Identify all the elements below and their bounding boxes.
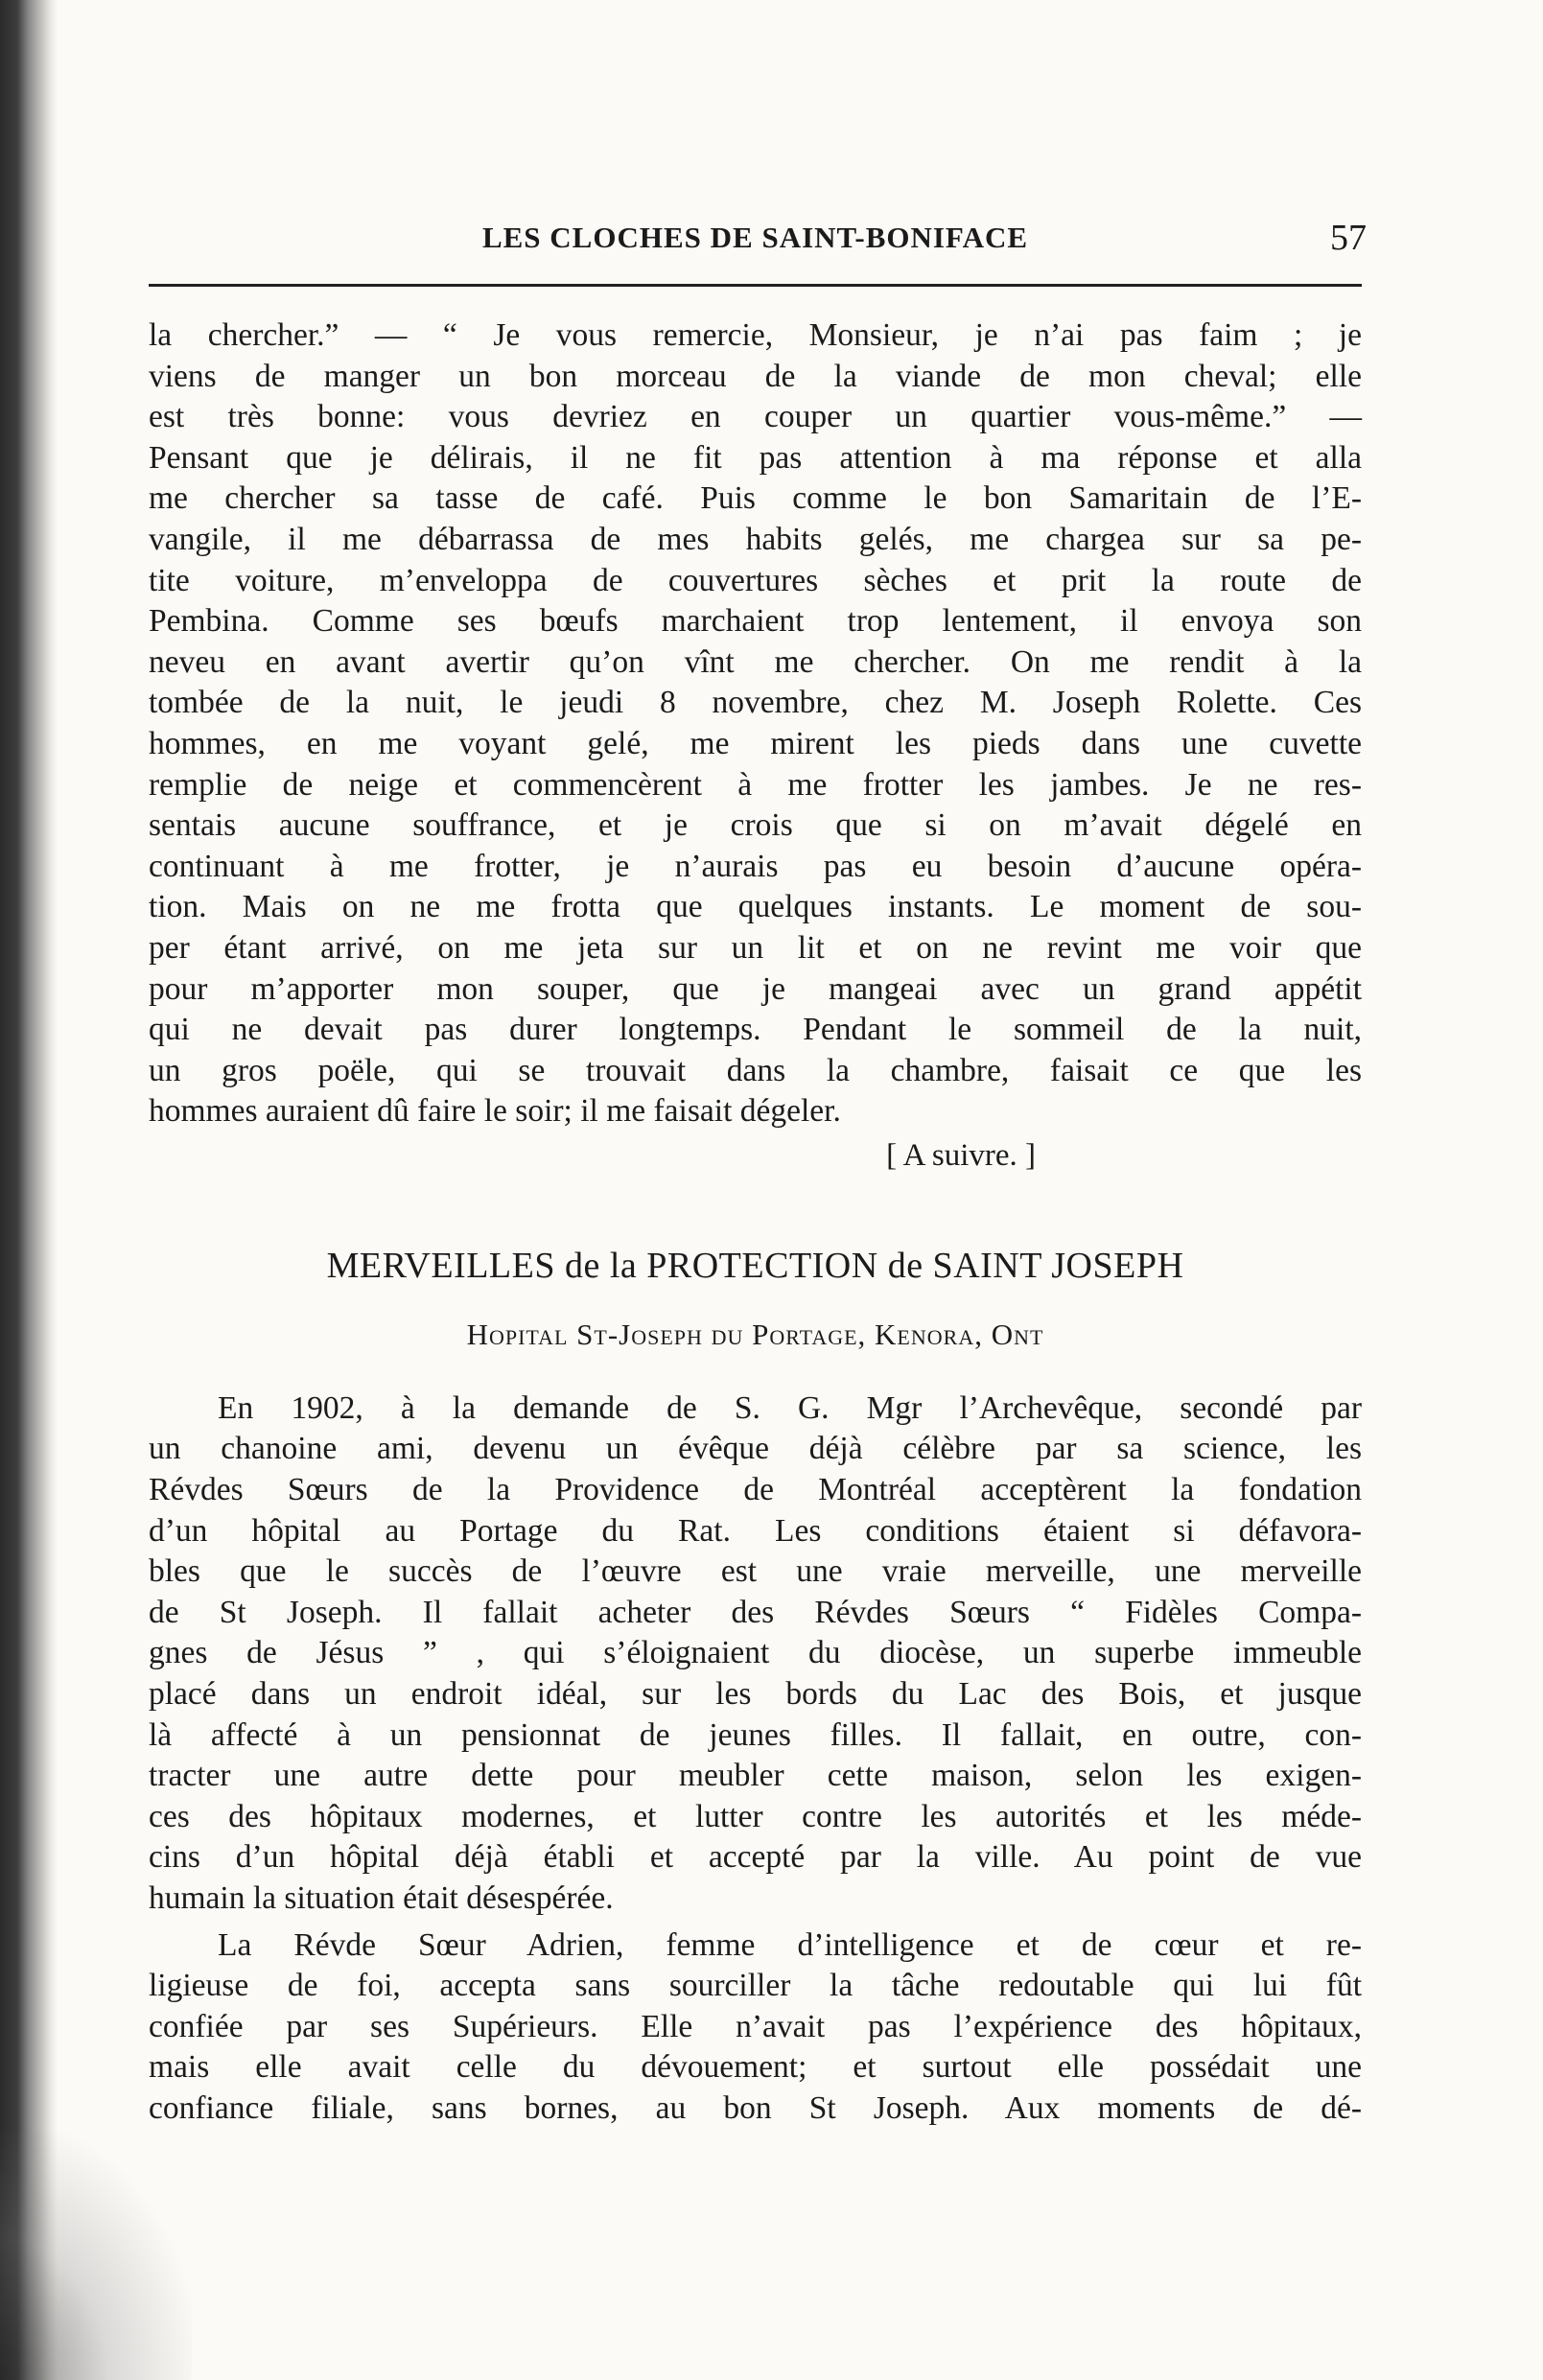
header-rule	[149, 284, 1362, 287]
text-line: de St Joseph. Il fallait acheter des Révdes Sœurs “ Fidèles Compa-	[149, 1594, 1362, 1630]
text-line: placé dans un endroit idéal, sur les bords du Lac des Bois, et jusque	[149, 1676, 1362, 1713]
text-line: tite voiture, m’enveloppa de couvertures sèches et prit la route de	[149, 562, 1362, 598]
text-line: Pensant que je délirais, il ne fit pas attention à ma réponse et alla	[149, 439, 1362, 476]
text-line: ligieuse de foi, accepta sans sourciller la tâche redoutable qui lui fût	[149, 1968, 1362, 2004]
text-line: un chanoine ami, devenu un évêque déjà célèbre par sa science, les	[149, 1431, 1362, 1467]
page-stain	[0, 2131, 192, 2380]
text-line: La Révde Sœur Adrien, femme d’intelligence et de cœur et re-	[218, 1926, 1362, 1963]
text-line: gnes de Jésus ” , qui s’éloignaient du diocèse, un superbe immeuble	[149, 1635, 1362, 1671]
text-line: là affecté à un pensionnat de jeunes filles. Il fallait, en outre, con-	[149, 1716, 1362, 1753]
text-line: Révdes Sœurs de la Providence de Montréal acceptèrent la fondation	[149, 1472, 1362, 1508]
text-line: Pembina. Comme ses bœufs marchaient trop lentement, il envoya son	[149, 603, 1362, 640]
text-line: En 1902, à la demande de S. G. Mgr l’Archevêque, secondé par	[218, 1389, 1362, 1426]
text-line-last: humain la situation était désespérée.	[149, 1880, 614, 1916]
text-line: continuant à me frotter, je n’aurais pas eu besoin d’aucune opéra-	[149, 848, 1362, 884]
text-line: d’un hôpital au Portage du Rat. Les conditions étaient si défavora-	[149, 1512, 1362, 1549]
text-line: me chercher sa tasse de café. Puis comme le bon Samaritain de l’E-	[149, 480, 1362, 517]
page-header	[149, 218, 1367, 274]
page-number: 57	[1330, 218, 1367, 258]
article-paragraph-2	[149, 1925, 1362, 2130]
text-line: mais elle avait celle du dévouement; et surtout elle possédait une	[149, 2049, 1362, 2086]
running-title: LES CLOCHES DE SAINT-BONIFACE	[481, 221, 1029, 254]
story-text	[149, 315, 1362, 1132]
text-line: hommes, en me voyant gelé, me mirent les pieds dans une cuvette	[149, 725, 1362, 761]
article-subtitle: Hopital St-Joseph du Portage, Kenora, Ont	[466, 1317, 1044, 1351]
text-line: un gros poële, qui se trouvait dans la chambre, faisait ce que les	[149, 1052, 1362, 1088]
text-line: bles que le succès de l’œuvre est une vraie merveille, une merveille	[149, 1553, 1362, 1590]
text-line: remplie de neige et commencèrent à me frotter les jambes. Je ne res-	[149, 766, 1362, 803]
text-line: ces des hôpitaux modernes, et lutter contre les autorités et les méde-	[149, 1798, 1362, 1834]
text-line: vangile, il me débarrassa de mes habits gelés, me chargea sur sa pe-	[149, 521, 1362, 557]
text-line: qui ne devait pas durer longtemps. Pendant le sommeil de la nuit,	[149, 1012, 1362, 1048]
text-line: tion. Mais on ne me frotta que quelques instants. Le moment de sou-	[149, 889, 1362, 925]
text-line: viens de manger un bon morceau de la viande de mon cheval; elle	[149, 358, 1362, 394]
text-line-last: hommes auraient dû faire le soir; il me faisait dégeler.	[149, 1093, 841, 1130]
text-line: cins d’un hôpital déjà établi et accepté par la ville. Au point de vue	[149, 1839, 1362, 1876]
text-line: per étant arrivé, on me jeta sur un lit et on ne revint me voir que	[149, 929, 1362, 966]
continued-note: [ A suivre. ]	[886, 1137, 1036, 1173]
text-line: la chercher.” — “ Je vous remercie, Monsieur, je n’ai pas faim ; je	[149, 317, 1362, 353]
text-line: sentais aucune souffrance, et je crois que si on m’avait dégelé en	[149, 807, 1362, 844]
text-line: confiée par ses Supérieurs. Elle n’avait pas l’expérience des hôpitaux,	[149, 2008, 1362, 2044]
page-binding-shadow	[0, 0, 58, 2380]
book-page	[149, 218, 1367, 2130]
text-line: tracter une autre dette pour meubler cette maison, selon les exigen-	[149, 1758, 1362, 1794]
text-line: neveu en avant avertir qu’on vînt me chercher. On me rendit à la	[149, 643, 1362, 680]
text-line: est très bonne: vous devriez en couper un quartier vous-même.” —	[149, 399, 1362, 435]
article-paragraph-1	[149, 1388, 1362, 1920]
text-line: confiance filiale, sans bornes, au bon St Joseph. Aux moments de dé-	[149, 2089, 1362, 2126]
text-line: pour m’apporter mon souper, que je mangeai avec un grand appétit	[149, 970, 1362, 1007]
article-title: MERVEILLES de la PROTECTION de SAINT JOSEPH	[326, 1245, 1184, 1286]
text-line: tombée de la nuit, le jeudi 8 novembre, chez M. Joseph Rolette. Ces	[149, 685, 1362, 721]
